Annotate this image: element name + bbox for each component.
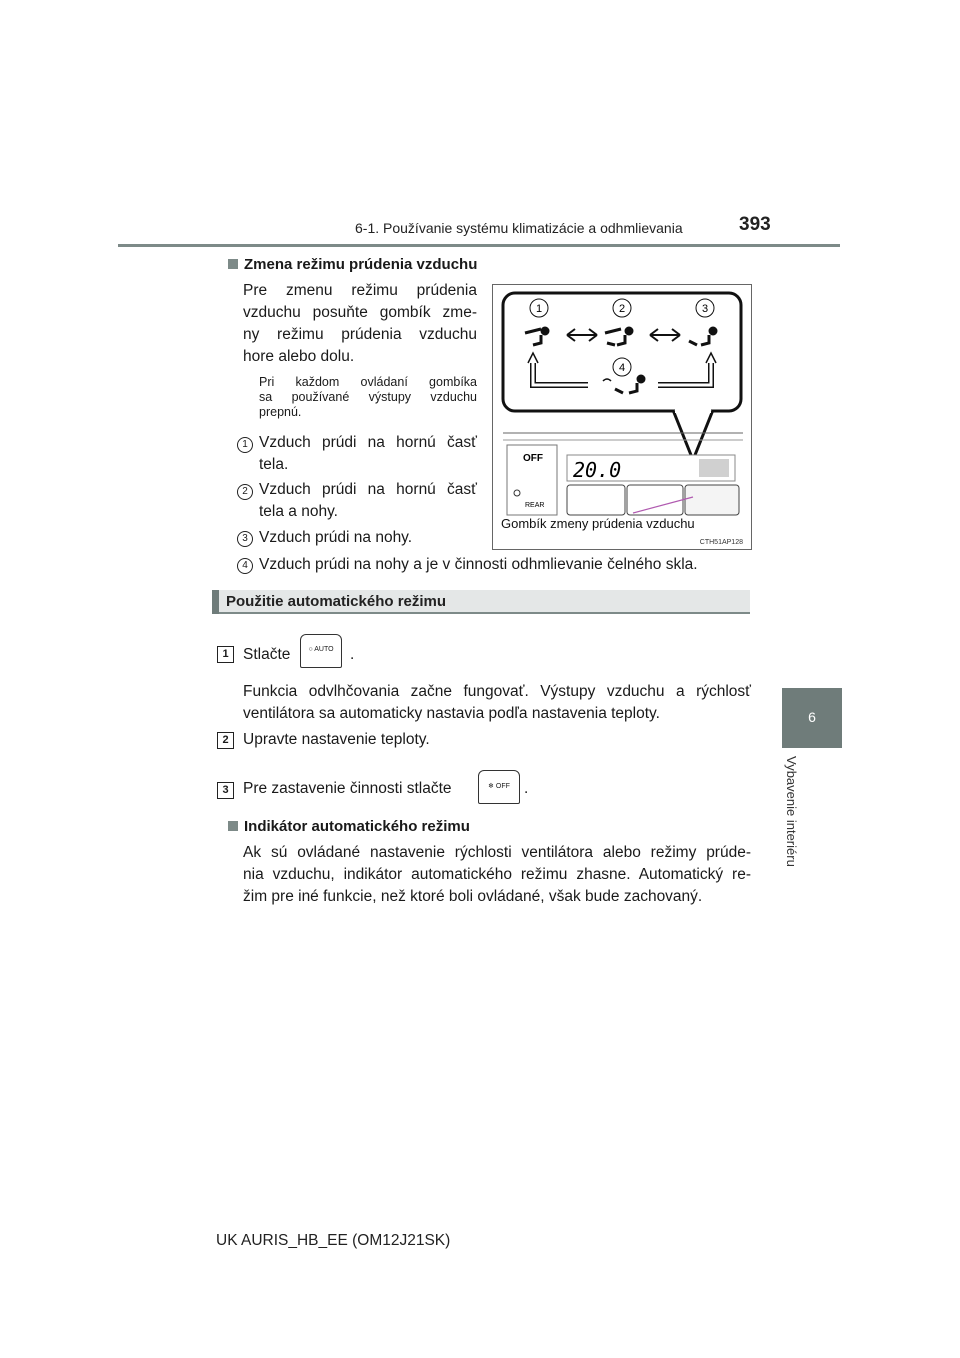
mode-item-4: Vzduch prúdi na nohy a je v činnosti odhmlievanie čelného skla. <box>259 556 698 573</box>
auto-key-icon <box>300 634 342 668</box>
indicator-line: nia vzduchu, indikátor automatického režimu zhasne. Automatický re- <box>243 866 751 883</box>
indicator-heading-text: Indikátor automatického režimu <box>244 818 470 835</box>
airflow-para-line: hore alebo dolu. <box>243 348 355 365</box>
bubble-pointer <box>673 410 713 460</box>
step-number-3: 3 <box>217 782 234 799</box>
page-number: 393 <box>739 214 771 235</box>
chapter-label <box>783 756 803 886</box>
auto-section-heading: Použitie automatického režimu <box>226 593 447 610</box>
mode-item-line: tela. <box>259 456 289 473</box>
auto-key-label: ○ AUTO <box>308 646 334 653</box>
auto-section-bar <box>212 590 750 614</box>
step3-period: . <box>524 780 529 797</box>
airflow-paragraph <box>243 280 477 368</box>
airflow-note-line: sa používané výstupy vzduchu <box>259 390 477 404</box>
bubble-number-1-text: 1 <box>535 303 543 315</box>
bubble-number-2-text: 2 <box>618 303 626 315</box>
indicator-line: Ak sú ovládané nastavenie rýchlosti ventilátora alebo režimy prúde- <box>243 844 751 861</box>
airflow-para-line: ny režimu prúdenia vzduchu <box>243 326 477 343</box>
bubble-pointer-mask <box>675 403 711 413</box>
bubble-number-4-text: 4 <box>618 362 626 374</box>
mode-item-line: Vzduch prúdi na hornú časť <box>259 481 477 498</box>
step-number-2: 2 <box>217 732 234 749</box>
airflow-heading-text: Zmena režimu prúdenia vzduchu <box>244 256 478 273</box>
step1-text: Stlačte <box>243 646 291 663</box>
off-key-label: ❄ OFF <box>488 783 510 790</box>
step2-text: Upravte nastavenie teploty. <box>243 731 430 748</box>
mode-number-1: 1 <box>237 437 253 453</box>
step1-desc-line: ventilátora sa automaticky nastavia podľa nastavenia teploty. <box>243 705 660 722</box>
mode-number-4: 4 <box>237 558 253 574</box>
airflow-note-line: prepnú. <box>259 405 302 419</box>
mode-number-3: 3 <box>237 531 253 547</box>
chapter-label-text: Vybavenie interiéru <box>784 756 799 867</box>
step1-desc-line: Funkcia odvlhčovania začne fungovať. Výstupy vzduchu a rýchlosť <box>243 683 751 700</box>
footer-model: UK AURIS_HB_EE (OM12J21SK) <box>216 1232 451 1249</box>
panel-off-label: OFF <box>523 453 543 464</box>
airflow-para-line: Pre zmenu režimu prúdenia <box>243 282 477 299</box>
off-key-icon <box>478 770 520 804</box>
indicator-heading <box>228 818 470 835</box>
off-key-label-text: OFF <box>495 783 510 790</box>
panel-knob-2 <box>627 485 683 515</box>
step-number-1: 1 <box>217 646 234 663</box>
panel-knob-1 <box>567 485 625 515</box>
header-section-title: 6-1. Používanie systému klimatizácie a odhmlievania <box>355 220 683 236</box>
chapter-tab: 6 <box>782 688 842 748</box>
heading-bullet-icon <box>228 821 238 831</box>
mode-item-1 <box>259 432 477 476</box>
panel-mode-indicator <box>699 459 729 477</box>
mode-item-line: tela a nohy. <box>259 503 338 520</box>
header-divider <box>118 244 840 247</box>
airflow-diagram <box>492 284 752 550</box>
callout-label: Gombík zmeny prúdenia vzduchu <box>501 516 695 531</box>
airflow-diagram-svg <box>493 285 751 549</box>
step1-description <box>243 681 751 725</box>
airflow-para-line: vzduchu posuňte gombík zme- <box>243 304 477 321</box>
panel-knob-airflow <box>685 485 739 515</box>
section-accent <box>212 590 219 614</box>
mode-number-2: 2 <box>237 484 253 500</box>
panel-temperature: 20.0 <box>573 458 622 482</box>
heading-bullet-icon <box>228 259 238 269</box>
indicator-line: žim pre iné funkcie, než ktoré boli ovládané, však bude zachovaný. <box>243 888 703 905</box>
airflow-note-line: Pri každom ovládaní gombíka <box>259 375 477 389</box>
mode-item-3: Vzduch prúdi na nohy. <box>259 529 413 546</box>
mode-item-line: Vzduch prúdi na hornú časť <box>259 434 477 451</box>
step1-period: . <box>350 646 355 663</box>
auto-key-label-text: AUTO <box>314 646 334 653</box>
panel-rear-label: REAR <box>525 502 545 509</box>
airflow-heading <box>228 256 477 273</box>
indicator-paragraph <box>243 842 751 908</box>
airflow-note <box>259 375 477 420</box>
step3-text: Pre zastavenie činnosti stlačte <box>243 780 452 797</box>
bubble-number-3-text: 3 <box>701 303 709 315</box>
mode-item-2 <box>259 479 477 523</box>
figure-code: CTH51AP128 <box>699 539 743 546</box>
